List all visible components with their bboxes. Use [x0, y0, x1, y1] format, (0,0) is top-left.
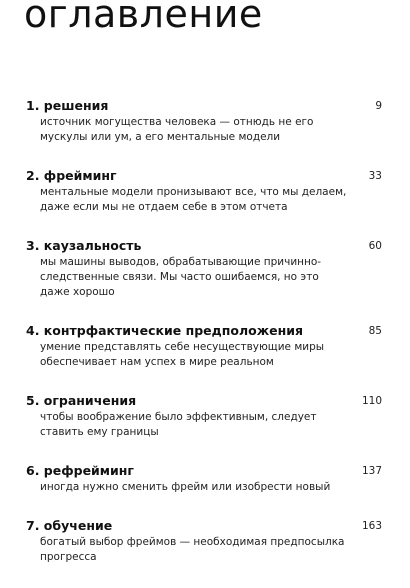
chapter-description: богатый выбор фреймов — необходимая предпосылка прогресса — [40, 536, 345, 563]
chapter-heading: 7. обучение — [26, 518, 113, 533]
chapter-description: мы машины выводов, обрабатывающие причинно-следственные связи. Мы часто ошибаемся, но это даже хорошо — [40, 256, 322, 298]
chapter-heading: 6. рефрейминг — [26, 463, 134, 478]
toc-entry-learning — [26, 518, 382, 565]
chapter-description: иногда нужно сменить фрейм или изобрести новый — [40, 481, 331, 493]
chapter-heading: 3. каузальность — [26, 238, 142, 253]
chapter-description: источник могущества человека — отнюдь не его мускулы или ум, а его ментальные модели — [40, 116, 314, 143]
chapter-description: умение представлять себе несуществующие миры обеспечивает нам успех в мире реальном — [40, 341, 325, 368]
toc-entry-constraints — [26, 393, 382, 440]
chapter-heading: 2. фрейминг — [26, 168, 117, 183]
toc-entry-framing — [26, 168, 382, 215]
page-number: 137 — [361, 465, 382, 477]
chapter-description: ментальные модели пронизывают все, что мы делаем, даже если мы не отдаем себе в этом отчета — [40, 186, 347, 213]
chapter-heading: 4. контрфактические предположения — [26, 323, 304, 338]
toc-entry-causality — [26, 238, 382, 300]
page-number: 163 — [361, 520, 382, 532]
toc-entry-reframing — [26, 463, 382, 495]
toc-entry-counterfactuals — [26, 323, 382, 370]
chapter-heading: 5. ограничения — [26, 393, 137, 408]
toc-entry-decisions — [26, 98, 382, 145]
page-number: 60 — [368, 240, 382, 252]
page-number: 110 — [361, 395, 382, 407]
chapter-description: чтобы воображение было эффективным, следует ставить ему границы — [40, 411, 317, 438]
page-number: 9 — [375, 100, 382, 112]
table-of-contents — [26, 98, 382, 588]
chapter-heading: 1. решения — [26, 98, 109, 113]
page-number: 85 — [368, 325, 382, 337]
page-number: 33 — [368, 170, 382, 182]
page-title: оглавление — [24, 0, 263, 36]
